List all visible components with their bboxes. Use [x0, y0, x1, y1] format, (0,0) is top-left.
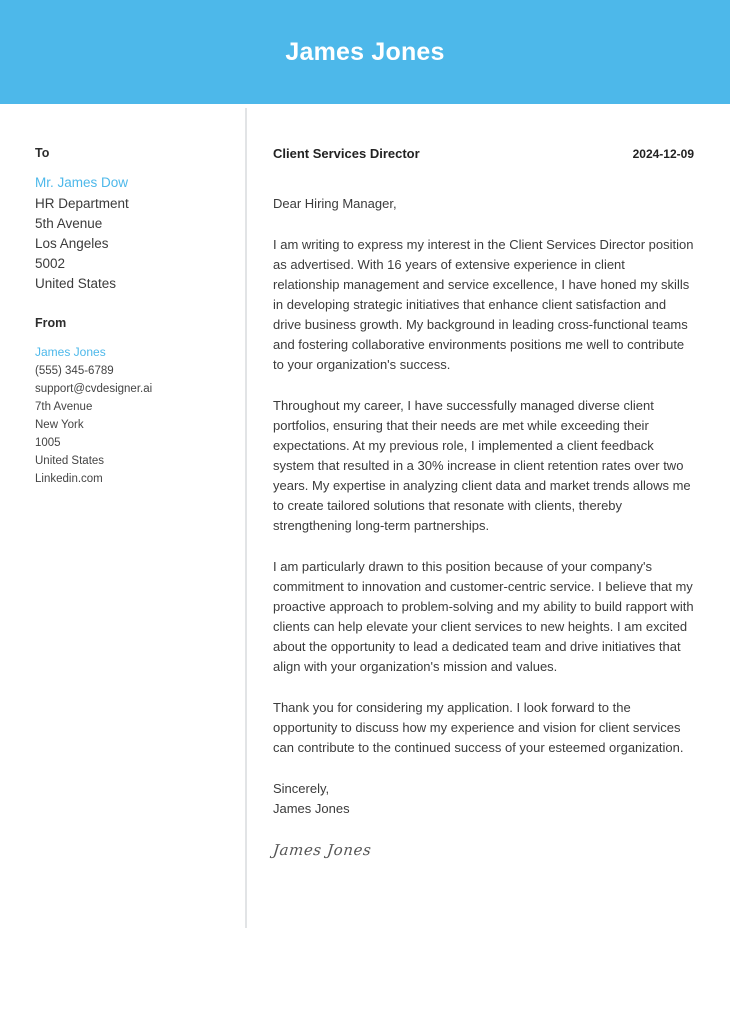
letter-header-row	[273, 146, 694, 161]
contact-sidebar	[0, 104, 245, 510]
letter-paragraph: I am particularly drawn to this position because of your company's commitment to innovation and customer-centric service. I believe that my proactive approach to problem-solving and my ability to build rapport with clients can help elevate your client services to new heights. I am excited about the opportunity to lead a dedicated team and drive initiatives that align with your organization's mission and values.	[273, 559, 694, 674]
recipient-line: Los Angeles	[35, 236, 109, 251]
sender-postcode: 1005	[35, 437, 61, 449]
applicant-name-title: James Jones	[285, 37, 445, 66]
column-divider	[245, 108, 247, 928]
header-banner	[0, 0, 730, 104]
sender-phone: (555) 345-6789	[35, 365, 114, 377]
letter-paragraph: Throughout my career, I have successfully managed diverse client portfolios, ensuring that their needs are met while exceeding their expectations. At my previous role, I implemented a client feedback system that resulted in a 30% increase in client retention rates over two years. My expertise in analyzing client data and market trends allows me to create tailored solutions that resonate with clients, thereby strengthening long-term partnerships.	[273, 398, 691, 533]
letter-content	[245, 104, 730, 859]
letter-paragraph: I am writing to express my interest in the Client Services Director position as advertised. With 16 years of extensive experience in client relationship management and service excellence, I have honed my skills in developing strategic initiatives that enhance client satisfaction and drive business growth. My background in leading cross-functional teams and fostering collaborative environments positions me well to contribute to your organization's success.	[273, 237, 694, 372]
letter-paragraph: Thank you for considering my application. I look forward to the opportunity to discuss how my experience and vision for client services can contribute to the continued success of your esteemed organization.	[273, 700, 684, 755]
sender-linkedin: Linkedin.com	[35, 473, 103, 485]
recipient-line: HR Department	[35, 196, 129, 211]
salutation: Dear Hiring Manager,	[273, 196, 397, 211]
to-heading: To	[35, 146, 50, 160]
letter-body	[0, 104, 730, 859]
recipient-line: 5002	[35, 256, 66, 271]
sender-block	[35, 316, 227, 488]
sender-street: 7th Avenue	[35, 401, 93, 413]
from-heading: From	[35, 316, 67, 330]
recipient-line: United States	[35, 276, 117, 291]
job-title: Client Services Director	[273, 146, 420, 161]
sender-name: James Jones	[35, 345, 106, 359]
handwritten-signature: James Jones	[272, 841, 373, 859]
letter-date: 2024-12-09	[632, 147, 694, 161]
closing-salutation: Sincerely,	[273, 781, 330, 796]
signer-name: James Jones	[273, 801, 350, 816]
sender-country: United States	[35, 455, 105, 467]
recipient-block	[35, 146, 227, 294]
sender-city: New York	[35, 419, 84, 431]
recipient-line: 5th Avenue	[35, 216, 103, 231]
recipient-name: Mr. James Dow	[35, 175, 129, 190]
sender-email: support@cvdesigner.ai	[35, 383, 153, 395]
